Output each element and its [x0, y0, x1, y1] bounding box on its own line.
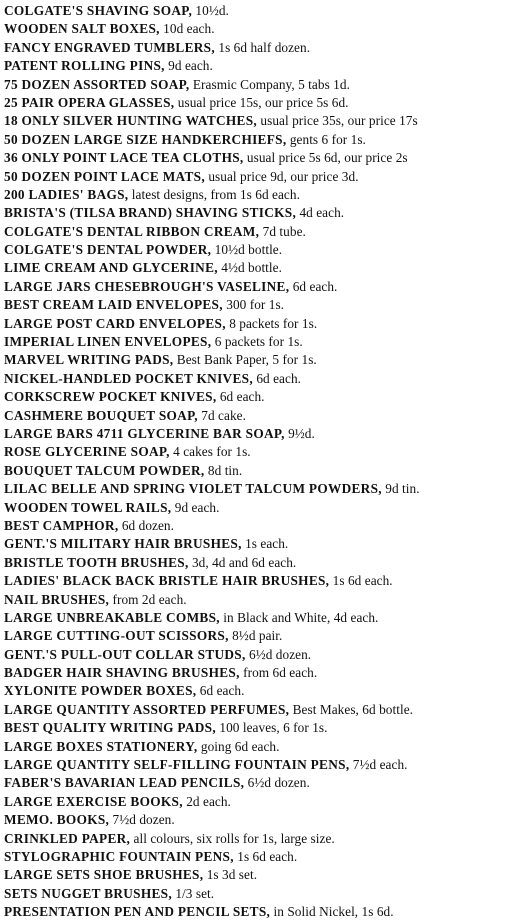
- item-details: usual price 35s, our price 17s: [257, 113, 418, 129]
- price-list-item: [4, 517, 520, 535]
- item-name: 200 LADIES' BAGS,: [4, 186, 129, 202]
- item-details: 4d each.: [296, 205, 345, 221]
- item-name: 50 DOZEN LARGE SIZE HANDKERCHIEFS,: [4, 131, 287, 147]
- item-name: FABER'S BAVARIAN LEAD PENCILS,: [4, 775, 245, 791]
- price-list-item: [4, 719, 520, 737]
- item-details: 4½d bottle.: [217, 260, 282, 276]
- item-details: usual price 9d, our price 3d.: [204, 168, 359, 184]
- item-name: PATENT ROLLING PINS,: [4, 58, 165, 74]
- item-name: 36 ONLY POINT LACE TEA CLOTHS,: [4, 150, 244, 166]
- item-name: LARGE UNBREAKABLE COMBS,: [4, 609, 220, 625]
- price-list-item: [4, 388, 520, 406]
- item-name: MEMO. BOOKS,: [4, 812, 110, 828]
- item-name: BRISTLE TOOTH BRUSHES,: [4, 554, 189, 570]
- item-name: NICKEL-HANDLED POCKET KNIVES,: [4, 370, 253, 386]
- price-list-item: [4, 2, 520, 20]
- item-details: 3d, 4d and 6d each.: [188, 554, 297, 570]
- item-name: COLGATE'S DENTAL RIBBON CREAM,: [4, 223, 260, 239]
- item-name: PRESENTATION PEN AND PENCIL SETS,: [4, 904, 271, 920]
- item-name: LIME CREAM AND GLYCERINE,: [4, 260, 218, 276]
- item-name: LARGE JARS CHESEBROUGH'S VASELINE,: [4, 278, 290, 294]
- item-name: BRISTA'S (TILSA BRAND) SHAVING STICKS,: [4, 205, 297, 221]
- item-details: 9d each.: [164, 58, 213, 74]
- price-list-item: [4, 572, 520, 590]
- price-list-item: [4, 756, 520, 774]
- item-name: 50 DOZEN POINT LACE MATS,: [4, 168, 205, 184]
- price-list-item: [4, 866, 520, 884]
- item-details: 9½d.: [284, 425, 315, 441]
- item-details: 6d each.: [196, 683, 245, 699]
- item-name: LARGE EXERCISE BOOKS,: [4, 793, 183, 809]
- item-name: LARGE QUANTITY ASSORTED PERFUMES,: [4, 701, 290, 717]
- item-name: COLGATE'S SHAVING SOAP,: [4, 3, 193, 18]
- price-list-item: [4, 535, 520, 553]
- price-list-item: [4, 738, 520, 756]
- item-name: COLGATE'S DENTAL POWDER,: [4, 242, 212, 258]
- item-details: latest designs, from 1s 6d each.: [128, 186, 300, 202]
- item-name: LARGE BOXES STATIONERY,: [4, 738, 198, 754]
- item-name: WOODEN SALT BOXES,: [4, 21, 160, 37]
- price-list-item: [4, 112, 520, 130]
- price-list-item: [4, 223, 520, 241]
- item-name: BOUQUET TALCUM POWDER,: [4, 462, 205, 478]
- item-name: STYLOGRAPHIC FOUNTAIN PENS,: [4, 848, 234, 864]
- price-list-item: [4, 627, 520, 645]
- price-list-item: [4, 701, 520, 719]
- price-list-item: [4, 131, 520, 149]
- item-details: 2d each.: [182, 793, 231, 809]
- item-details: Erasmic Company, 5 tabs 1d.: [189, 76, 350, 92]
- price-list: [4, 2, 520, 922]
- item-details: 6d each.: [216, 389, 265, 405]
- item-details: 100 leaves, 6 for 1s.: [216, 720, 328, 736]
- item-name: CASHMERE BOUQUET SOAP,: [4, 407, 198, 423]
- price-list-item: [4, 370, 520, 388]
- item-details: 7½d dozen.: [109, 812, 175, 828]
- item-name: MARVEL WRITING PADS,: [4, 352, 174, 368]
- price-list-item: [4, 57, 520, 75]
- item-name: GENT.'S PULL-OUT COLLAR STUDS,: [4, 646, 246, 662]
- price-list-item: [4, 351, 520, 369]
- item-details: 1s 6d each.: [329, 573, 393, 589]
- item-details: all colours, six rolls for 1s, large size.: [130, 830, 335, 846]
- price-list-item: [4, 591, 520, 609]
- item-details: in Black and White, 4d each.: [219, 609, 379, 625]
- item-name: LARGE QUANTITY SELF-FILLING FOUNTAIN PENS,: [4, 757, 350, 773]
- item-details: 8d tin.: [204, 462, 243, 478]
- item-details: 6d each.: [289, 278, 338, 294]
- price-list-item: [4, 811, 520, 829]
- price-list-item: [4, 774, 520, 792]
- item-name: 18 ONLY SILVER HUNTING WATCHES,: [4, 113, 258, 129]
- item-details: 6½d dozen.: [245, 646, 312, 662]
- price-list-item: [4, 462, 520, 480]
- item-details: 10d each.: [159, 21, 215, 37]
- price-list-item: [4, 848, 520, 866]
- item-details: 7d cake.: [197, 407, 246, 423]
- item-name: CRINKLED PAPER,: [4, 830, 131, 846]
- item-name: SETS NUGGET BRUSHES,: [4, 885, 172, 901]
- price-list-item: [4, 241, 520, 259]
- price-list-item: [4, 333, 520, 351]
- price-list-item: [4, 664, 520, 682]
- item-name: XYLONITE POWDER BOXES,: [4, 683, 197, 699]
- item-name: LARGE CUTTING-OUT SCISSORS,: [4, 628, 229, 644]
- price-list-item: [4, 830, 520, 848]
- item-name: IMPERIAL LINEN ENVELOPES,: [4, 334, 212, 350]
- price-list-item: [4, 407, 520, 425]
- item-name: 25 PAIR OPERA GLASSES,: [4, 94, 175, 110]
- item-name: WOODEN TOWEL RAILS,: [4, 499, 172, 515]
- item-details: 6d each.: [252, 370, 302, 386]
- item-details: 4 cakes for 1s.: [169, 444, 251, 460]
- price-list-item: [4, 480, 520, 498]
- price-list-item: [4, 39, 520, 57]
- item-details: 8½d pair.: [228, 628, 283, 644]
- item-details: 1s each.: [241, 536, 289, 552]
- price-list-item: [4, 646, 520, 664]
- price-list-item: [4, 76, 520, 94]
- price-list-item: [4, 278, 520, 296]
- item-details: usual price 15s, our price 5s 6d.: [174, 94, 349, 110]
- item-details: 6 packets for 1s.: [211, 334, 303, 350]
- price-list-item: [4, 168, 520, 186]
- price-list-item: [4, 885, 520, 903]
- price-list-item: [4, 149, 520, 167]
- price-list-item: [4, 259, 520, 277]
- price-list-item: [4, 20, 520, 38]
- price-list-item: [4, 903, 520, 921]
- item-details: 9d tin.: [381, 481, 420, 497]
- item-details: 6½d dozen.: [244, 775, 310, 791]
- item-details: 6d dozen.: [118, 517, 175, 533]
- item-name: LARGE BARS 4711 GLYCERINE BAR SOAP,: [4, 425, 285, 441]
- item-details: in Solid Nickel, 1s 6d.: [270, 904, 394, 920]
- item-name: CORKSCREW POCKET KNIVES,: [4, 389, 217, 405]
- item-name: BEST CREAM LAID ENVELOPES,: [4, 297, 223, 313]
- item-details: 1s 6d half dozen.: [215, 39, 311, 55]
- price-list-item: [4, 443, 520, 461]
- item-details: 1/3 set.: [171, 885, 215, 901]
- item-name: 75 DOZEN ASSORTED SOAP,: [4, 76, 190, 92]
- price-list-item: [4, 186, 520, 204]
- price-list-item: [4, 682, 520, 700]
- price-list-item: [4, 425, 520, 443]
- item-name: GENT.'S MILITARY HAIR BRUSHES,: [4, 536, 242, 552]
- item-name: LARGE SETS SHOE BRUSHES,: [4, 867, 204, 883]
- item-name: ROSE GLYCERINE SOAP,: [4, 444, 170, 460]
- item-details: going 6d each.: [197, 738, 280, 754]
- price-list-item: [4, 499, 520, 517]
- price-list-item: [4, 793, 520, 811]
- item-name: BEST CAMPHOR,: [4, 517, 119, 533]
- item-details: 7d tube.: [259, 223, 306, 239]
- item-name: LILAC BELLE AND SPRING VIOLET TALCUM POWDERS,: [4, 481, 382, 497]
- item-name: BADGER HAIR SHAVING BRUSHES,: [4, 665, 240, 681]
- item-details: 9d each.: [171, 499, 220, 515]
- price-list-item: [4, 609, 520, 627]
- item-details: gents 6 for 1s.: [286, 131, 366, 147]
- item-details: from 2d each.: [109, 591, 187, 607]
- item-name: LADIES' BLACK BACK BRISTLE HAIR BRUSHES,: [4, 573, 330, 589]
- item-name: LARGE POST CARD ENVELOPES,: [4, 315, 226, 331]
- item-details: 300 for 1s.: [222, 297, 285, 313]
- item-details: from 6d each.: [239, 665, 318, 681]
- item-details: Best Bank Paper, 5 for 1s.: [173, 352, 317, 368]
- price-list-item: [4, 204, 520, 222]
- price-list-item: [4, 315, 520, 333]
- item-details: 10½d.: [192, 3, 229, 18]
- item-details: 1s 6d each.: [233, 848, 298, 864]
- item-name: BEST QUALITY WRITING PADS,: [4, 720, 216, 736]
- item-details: 7½d each.: [349, 757, 408, 773]
- item-details: 1s 3d set.: [203, 867, 258, 883]
- item-details: usual price 5s 6d, our price 2s: [243, 150, 408, 166]
- price-list-item: [4, 554, 520, 572]
- price-list-item: [4, 94, 520, 112]
- item-details: Best Makes, 6d bottle.: [289, 701, 414, 717]
- price-list-item: [4, 296, 520, 314]
- item-details: 8 packets for 1s.: [225, 315, 318, 331]
- item-name: FANCY ENGRAVED TUMBLERS,: [4, 39, 215, 55]
- item-name: NAIL BRUSHES,: [4, 591, 110, 607]
- item-details: 10½d bottle.: [211, 242, 283, 258]
